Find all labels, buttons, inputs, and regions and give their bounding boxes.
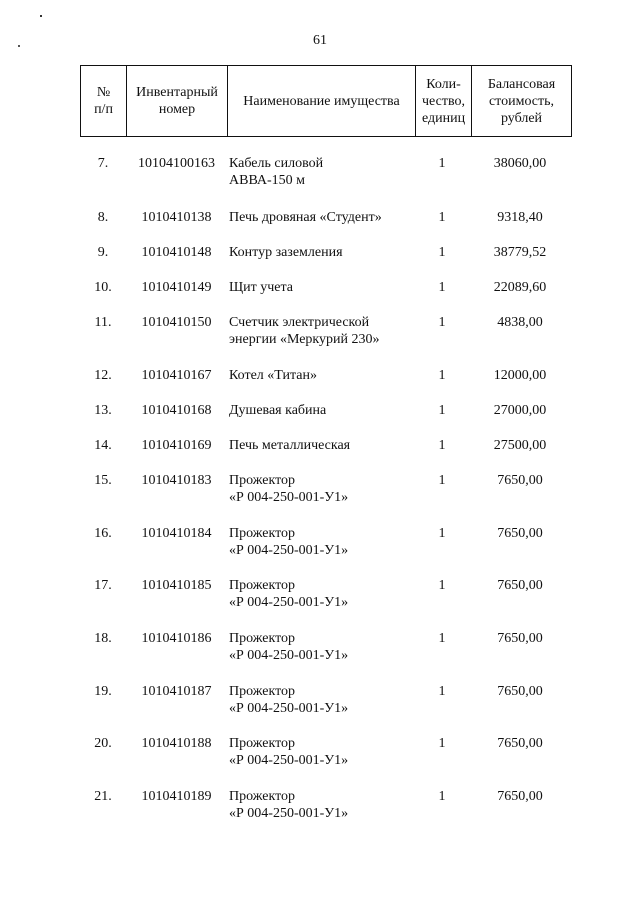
quantity: 1 (438, 473, 446, 488)
property-name: Счетчик электрической энергии «Меркурий 230» (229, 315, 380, 347)
inventory-number: 1010410169 (141, 438, 212, 453)
property-name: Щит учета (229, 280, 293, 295)
balance-value: 7650,00 (497, 789, 543, 804)
balance-value: 22089,60 (493, 280, 547, 295)
balance-value: 7650,00 (497, 631, 543, 646)
inventory-number: 10104100163 (138, 156, 215, 171)
quantity: 1 (438, 210, 446, 225)
balance-value: 7650,00 (497, 473, 543, 488)
quantity: 1 (438, 631, 446, 646)
row-number: 11. (94, 315, 112, 330)
balance-value: 7650,00 (497, 578, 543, 593)
balance-value: 12000,00 (493, 368, 547, 383)
table-row (80, 279, 571, 314)
table-row (80, 630, 571, 683)
inventory-number: 1010410138 (141, 210, 212, 225)
inventory-number: 1010410185 (141, 578, 212, 593)
inventory-number: 1010410186 (141, 631, 212, 646)
row-number: 12. (94, 368, 112, 383)
balance-value: 27000,00 (493, 403, 547, 418)
header-property-name: Наименование имущества (228, 66, 416, 137)
header-inventory-number: Инвентарный номер (127, 66, 228, 137)
inventory-number: 1010410167 (141, 368, 212, 383)
property-name: Прожектор «Р 004-250-001-У1» (229, 789, 349, 821)
balance-value: 7650,00 (497, 526, 543, 541)
header-quantity: Коли- чество, единиц (416, 66, 472, 137)
quantity: 1 (438, 280, 446, 295)
table-body (80, 155, 571, 840)
property-name: Прожектор «Р 004-250-001-У1» (229, 526, 349, 558)
table-row (80, 244, 571, 279)
balance-value: 7650,00 (497, 736, 543, 751)
property-name: Прожектор «Р 004-250-001-У1» (229, 631, 349, 663)
row-number: 13. (94, 403, 112, 418)
quantity: 1 (438, 315, 446, 330)
table-row (80, 577, 571, 630)
quantity: 1 (438, 736, 446, 751)
property-name: Прожектор «Р 004-250-001-У1» (229, 736, 349, 768)
property-name: Прожектор «Р 004-250-001-У1» (229, 473, 349, 505)
table-row (80, 788, 571, 840)
property-name: Прожектор «Р 004-250-001-У1» (229, 578, 349, 610)
inventory-number: 1010410184 (141, 526, 212, 541)
quantity: 1 (438, 368, 446, 383)
inventory-number: 1010410168 (141, 403, 212, 418)
inventory-number: 1010410150 (141, 315, 212, 330)
scan-speck (40, 15, 42, 17)
table-row (80, 683, 571, 735)
property-name: Котел «Титан» (229, 368, 317, 383)
row-number: 19. (94, 684, 112, 699)
inventory-number: 1010410148 (141, 245, 212, 260)
table-row (80, 367, 571, 402)
property-name: Кабель силовой АВВА-150 м (229, 156, 324, 188)
row-number: 16. (94, 526, 112, 541)
balance-value: 7650,00 (497, 684, 543, 699)
balance-value: 27500,00 (493, 438, 547, 453)
quantity: 1 (438, 578, 446, 593)
quantity: 1 (438, 245, 446, 260)
balance-value: 9318,40 (497, 210, 543, 225)
balance-value: 38779,52 (493, 245, 547, 260)
table-row (80, 402, 571, 437)
inventory-number: 1010410189 (141, 789, 212, 804)
quantity: 1 (438, 403, 446, 418)
quantity: 1 (438, 438, 446, 453)
property-name: Печь дровяная «Студент» (229, 210, 382, 225)
inventory-number: 1010410183 (141, 473, 212, 488)
table-row (80, 472, 571, 525)
table-row (80, 437, 571, 472)
table-row (80, 209, 571, 244)
page-number: 61 (313, 33, 327, 48)
quantity: 1 (438, 684, 446, 699)
quantity: 1 (438, 789, 446, 804)
balance-value: 38060,00 (493, 156, 547, 171)
quantity: 1 (438, 526, 446, 541)
property-name: Контур заземления (229, 245, 343, 260)
table-row (80, 525, 571, 577)
quantity: 1 (438, 156, 446, 171)
row-number: 20. (94, 736, 112, 751)
table-row (80, 155, 571, 209)
row-number: 10. (94, 280, 112, 295)
property-name: Прожектор «Р 004-250-001-У1» (229, 684, 349, 716)
header-balance-value: Балансовая стоимость, рублей (472, 66, 572, 137)
row-number: 21. (94, 789, 112, 804)
row-number: 15. (94, 473, 112, 488)
inventory-number: 1010410188 (141, 736, 212, 751)
property-name: Печь металлическая (229, 438, 351, 453)
inventory-number: 1010410149 (141, 280, 212, 295)
table-row (80, 314, 571, 367)
property-name: Душевая кабина (229, 403, 327, 418)
header-number: № п/п (81, 66, 127, 137)
row-number: 18. (94, 631, 112, 646)
row-number: 14. (94, 438, 112, 453)
inventory-number: 1010410187 (141, 684, 212, 699)
table-header (80, 65, 572, 137)
balance-value: 4838,00 (497, 315, 543, 330)
row-number: 7. (97, 156, 109, 171)
row-number: 17. (94, 578, 112, 593)
row-number: 9. (97, 245, 109, 260)
table-row (80, 735, 571, 788)
row-number: 8. (97, 210, 109, 225)
